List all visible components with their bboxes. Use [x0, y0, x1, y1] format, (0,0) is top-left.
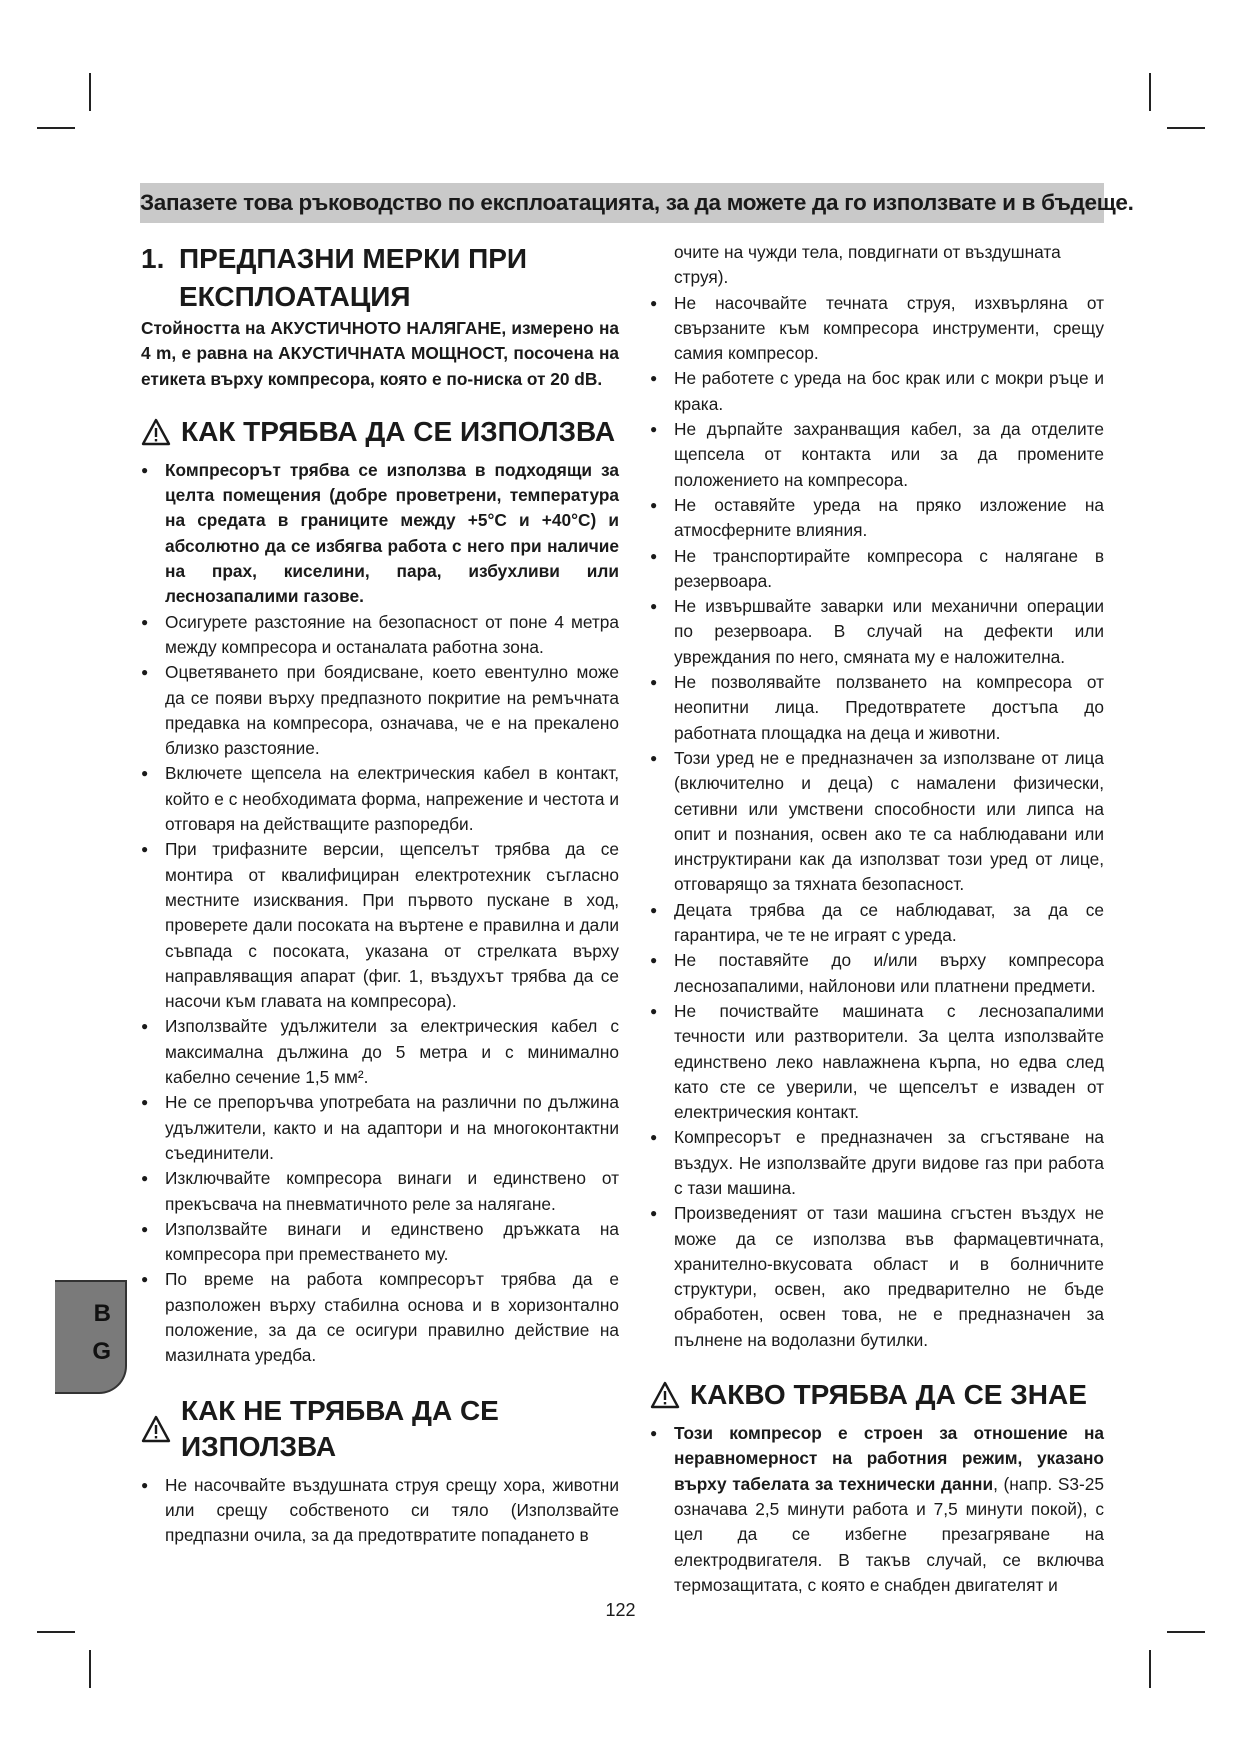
- crop-mark: [1149, 73, 1151, 111]
- list-item: ● Не позволявайте ползването на компресора от неопитни лица. Предотвратете достъпа до работната площадка на деца и животни.: [650, 670, 1104, 746]
- list-item: ● Не оставяйте уреда на пряко изложение на атмосферните влияния.: [650, 493, 1104, 544]
- how-not-to-use-list: [141, 1473, 619, 1549]
- crop-mark: [37, 127, 75, 129]
- list-item-continuation: очите на чужди тела, повдигнати от въздушната струя).: [674, 242, 1061, 288]
- keep-manual-banner: Запазете това ръководство по експлоатацията, за да можете да го използвате и в бъдеще.: [140, 183, 1104, 223]
- list-item: ● Компресорът трябва се използва в подходящи за целта помещения (добре проветрени, температура на средата в границите между +5°C и +40°C) и абсолютно да се избягва работа с него при наличие на прах, киселини, пара, избухливи или леснозапалими газове.: [141, 458, 619, 610]
- list-item: ● Не дърпайте захранващия кабел, за да отделите щепсела от контакта или за да промените положението на компресора.: [650, 417, 1104, 493]
- list-item: ● Включете щепсела на електрическия кабел в контакт, който е с необходимата форма, напрежение и честота и отговаря на действащите разпоредби.: [141, 761, 619, 837]
- what-to-know-list: [650, 1421, 1104, 1598]
- list-item: ● Осигурете разстояние на безопасност от поне 4 метра между компресора и останалата работна зона.: [141, 610, 619, 661]
- list-item: ● Оцветяването при боядисване, което евентулно може да се появи върху предпазното покритие на ремъчната предавка на компресора, означава, че е на прекалено близко разстояние.: [141, 660, 619, 761]
- left-column: [141, 240, 619, 1548]
- crop-mark: [89, 73, 91, 111]
- what-to-know-heading: КАКВО ТРЯБВА ДА СЕ ЗНАЕ: [650, 1377, 1104, 1413]
- list-item: ● Не насочвайте въздушната струя срещу хора, животни или срещу собственото си тяло (Използвайте предпазни очила, за да предотвратите попадането в: [141, 1473, 619, 1549]
- warning-icon: [141, 1415, 171, 1443]
- list-item: ● Използвайте удължители за електрическия кабел с максимална дължина до 5 метра и с минимално кабелно сечение 1,5 мм².: [141, 1014, 619, 1090]
- list-item: ● Изключвайте компресора винаги и единствено от прекъсвача на пневматичното реле за налягане.: [141, 1166, 619, 1217]
- list-item: ● Не се препоръчва употребата на различни по дължина удължители, както и на адаптори и на многоконтактни съединители.: [141, 1090, 619, 1166]
- list-item: ● Компресорът е предназначен за сгъстяване на въздух. Не използвайте други видове газ при работа с тази машина.: [650, 1125, 1104, 1201]
- list-item: ● Не извършвайте заварки или механични операции по резервоара. В случай на дефекти или увреждания по него, смяната му е наложителна.: [650, 594, 1104, 670]
- crop-mark: [37, 1631, 75, 1633]
- section-title: 1. ПРЕДПАЗНИ МЕРКИ ПРИ ЕКСПЛОАТАЦИЯ: [141, 243, 528, 312]
- list-item: ● Произведеният от тази машина сгъстен въздух не може да се използва във фармацевтичната, хранително-вкусовата област и в болничните структури, освен, ако предварително не бъде обработен, освен това, не е предназначен за пълнене на водолазни бутилки.: [650, 1201, 1104, 1353]
- list-item: ● Не поставяйте до и/или върху компресора леснозапалими, найлонови или платнени предмети.: [650, 948, 1104, 999]
- warning-icon: [141, 418, 171, 446]
- list-item: ● Този уред не е предназначен за използване от лица (включително и деца) с намалени физически, сетивни или умствени способности или липса на опит и познания, освен ако те са наблюдавани или инструктирани как да използват този уред от лице, отговарящо за тяхната безопасност.: [650, 746, 1104, 898]
- list-item: ● При трифазните версии, щепселът трябва да се монтира от квалифициран електротехник съгласно местните изисквания. При първото пускане в ход, проверете дали посоката на въртене е правилна и дали съвпада с посоката, указана от стрелката върху направляващия апарат (фиг. 1, въздухът трябва да се насочи към главата на компресора).: [141, 837, 619, 1014]
- page-number: 122: [605, 1600, 636, 1620]
- crop-mark: [1167, 127, 1205, 129]
- how-not-to-use-heading: КАК НЕ ТРЯБВА ДА СЕ ИЗПОЛЗВА: [141, 1393, 619, 1465]
- how-to-use-heading: КАК ТРЯБВА ДА СЕ ИЗПОЛЗВА: [141, 414, 619, 450]
- how-to-use-list: [141, 458, 619, 1369]
- list-item: ● Използвайте винаги и единствено дръжката на компресора при преместването му.: [141, 1217, 619, 1268]
- crop-mark: [1167, 1631, 1205, 1633]
- list-item: ● По време на работа компресорът трябва да е разположен върху стабилна основа и в хоризонтално положение, за да се осигури правилно действие на мазилната уредба.: [141, 1267, 619, 1368]
- right-column: [650, 240, 1104, 1598]
- noise-intro: Стойността на АКУСТИЧНОТО НАЛЯГАНЕ, измерено на 4 m, е равна на АКУСТИЧНАТА МОЩНОСТ, посочена на етикета върху компресора, която е по-ниска от 20 dB.: [141, 318, 619, 389]
- list-item: ● Не насочвайте течната струя, изхвърляна от свързаните към компресора инструменти, срещу самия компресор.: [650, 291, 1104, 367]
- list-item: ● Не почиствайте машината с леснозапалими течности или разтворители. За целта използвайте единствено леко навлажнена кърпа, но едва след като сте се уверили, че щепселът е изваден от електрическия контакт.: [650, 999, 1104, 1125]
- list-item: ● Децата трябва да се наблюдават, за да се гарантира, че те не играят с уреда.: [650, 898, 1104, 949]
- list-item: ● Този компресор е строен за отношение на неравномерност на работния режим, указано върху табелата за технически данни, (напр. S3-25 означава 2,5 минути работа и 7,5 минути покой), с цел да се избегне презагряване на електродвигателя. В такъв случай, се включва термозащитата, с която е снабден двигателят и: [650, 1421, 1104, 1598]
- how-not-to-use-list-continued: [650, 291, 1104, 1353]
- language-tab: B G: [55, 1280, 127, 1394]
- warning-icon: [650, 1381, 680, 1409]
- crop-mark: [89, 1650, 91, 1688]
- list-item: ● Не транспортирайте компресора с налягане в резервоара.: [650, 544, 1104, 595]
- crop-mark: [1149, 1650, 1151, 1688]
- list-item: ● Не работете с уреда на бос крак или с мокри ръце и крака.: [650, 366, 1104, 417]
